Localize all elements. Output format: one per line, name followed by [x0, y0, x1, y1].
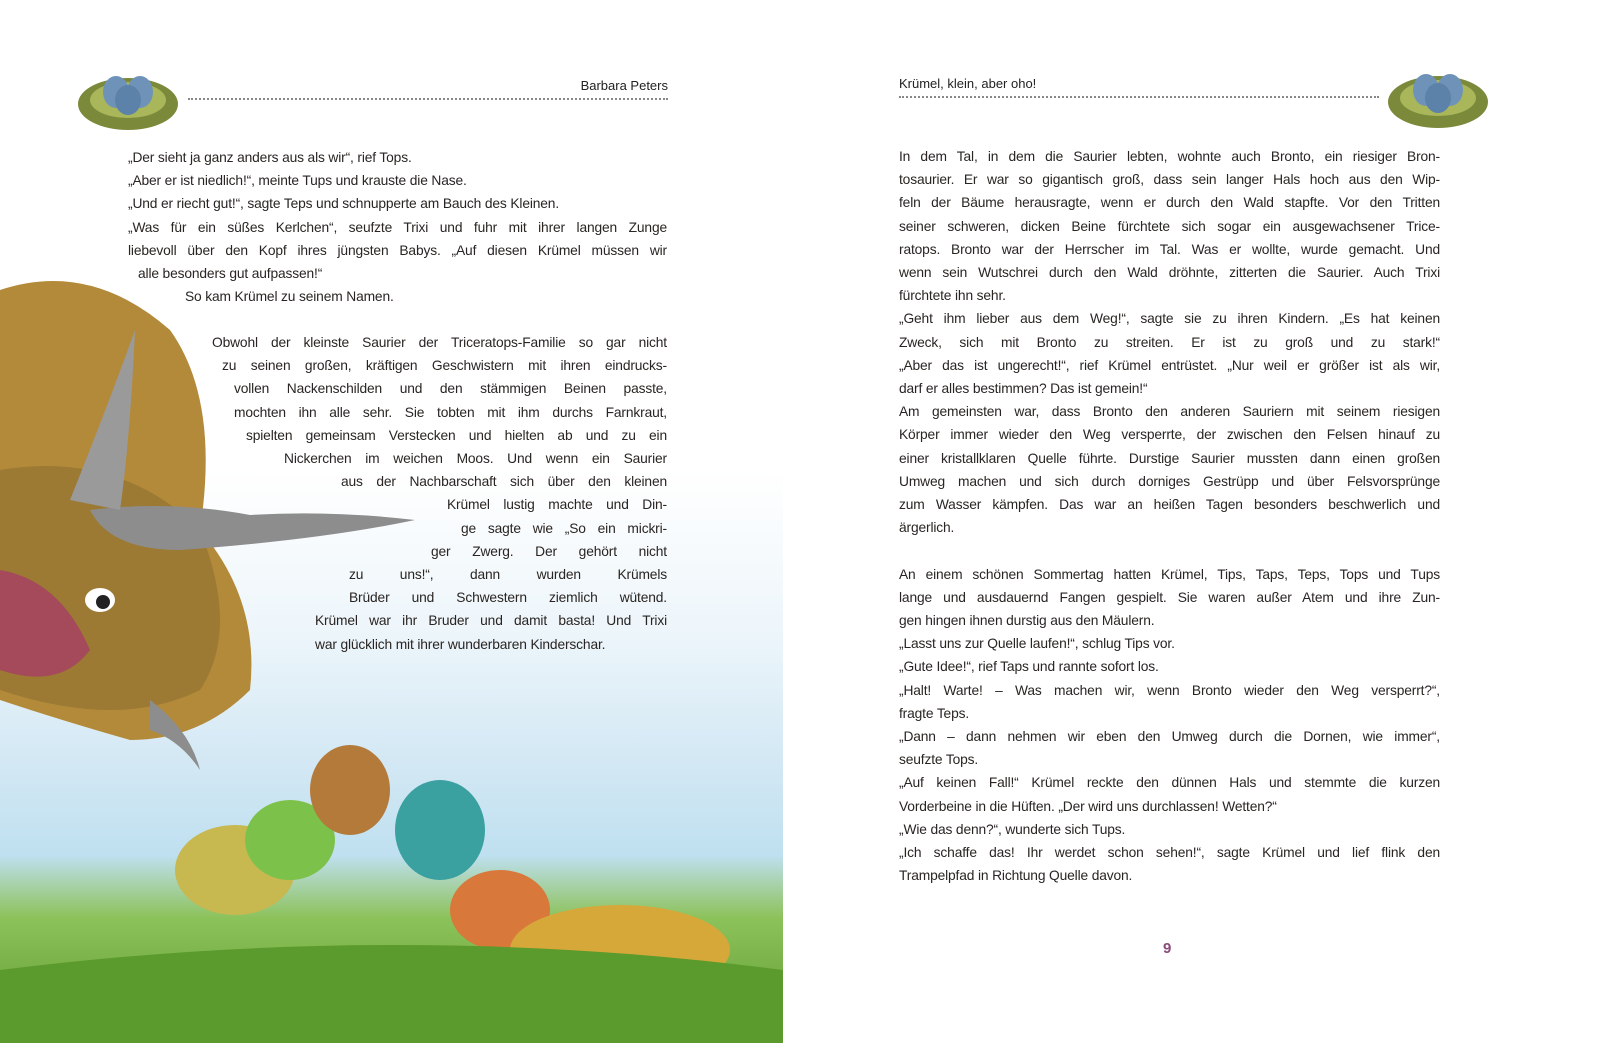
text-line: „Ich schaffe das! Ihr werdet schon sehen!“, sagte Krümel und lief flink den: [899, 845, 1440, 860]
header-divider: [188, 98, 668, 100]
text-line: Vorderbeine in die Hüften. „Der wird uns durchlassen! Wetten?“: [899, 798, 1277, 814]
text-line: alle besonders gut aufpassen!“: [138, 266, 323, 281]
text-line: Nickerchen im weichen Moos. Und wenn ein Saurier: [284, 451, 667, 466]
text-line: „Aber er ist niedlich!“, meinte Tups und krauste die Nase.: [128, 173, 467, 189]
text-line: zum Wasser kämpfen. Das war an heißen Tagen besonders beschwerlich und: [899, 497, 1440, 512]
text-line: „Halt! Warte! – Was machen wir, wenn Bronto wieder den Weg versperrt?“,: [899, 682, 1440, 698]
text-line: ratops. Bronto war der Herrscher im Tal. Was er wollte, wurde gemacht. Und: [899, 241, 1440, 257]
text-line: So kam Krümel zu seinem Namen.: [185, 289, 394, 305]
text-line: liebevoll über den Kopf ihres jüngsten Babys. „Auf diesen Krümel müssen wir: [128, 242, 667, 258]
text-line: „Lasst uns zur Quelle laufen!“, schlug Tips vor.: [899, 636, 1175, 652]
text-line: Obwohl der kleinste Saurier der Triceratops-Familie so gar nicht: [212, 335, 667, 350]
text-line: Zweck, sich mit Bronto zu streiten. Er ist zu groß und zu stark!“: [899, 334, 1440, 350]
text-line: einer kristallklaren Quelle führte. Durstige Saurier mussten dann einen großen: [899, 450, 1440, 466]
text-line: „Geht ihm lieber aus dem Weg!“, sagte sie zu ihren Kindern. „Es hat keinen: [899, 311, 1440, 327]
nest-icon: [78, 62, 178, 132]
text-line: An einem schönen Sommertag hatten Krümel, Tips, Taps, Teps, Tops und Tups: [899, 566, 1440, 582]
text-line: „Dann – dann nehmen wir eben den Umweg durch die Dornen, wie immer“,: [899, 729, 1440, 744]
text-line: „Auf keinen Fall!“ Krümel reckte den dünnen Hals und stemmte die kurzen: [899, 775, 1440, 791]
text-line: „Was für ein süßes Kerlchen“, seufzte Trixi und fuhr mit ihrer langen Zunge: [128, 219, 667, 235]
text-line: Trampelpfad in Richtung Quelle davon.: [899, 868, 1133, 884]
text-line: Umweg machen und sich durch dorniges Gestrüpp und über Felsvorsprünge: [899, 473, 1440, 489]
text-line: „Aber das ist ungerecht!“, rief Krümel entrüstet. „Nur weil er größer ist als wir,: [899, 357, 1440, 373]
text-line: ger Zwerg. Der gehört nicht: [431, 543, 667, 559]
text-line: ge sagte wie „So ein mickri-: [461, 520, 667, 536]
text-line: fragte Teps.: [899, 705, 970, 721]
text-line: Krümel war ihr Bruder und damit basta! Und Trixi: [315, 613, 667, 629]
text-line: „Und er riecht gut!“, sagte Teps und schnupperte am Bauch des Kleinen.: [128, 196, 560, 212]
text-line: zu uns!“, dann wurden Krümels: [349, 567, 667, 582]
running-head: Krümel, klein, aber oho!: [899, 76, 1037, 91]
text-line: „Wie das denn?“, wunderte sich Tups.: [899, 821, 1126, 837]
text-line: Am gemeinsten war, dass Bronto den anderen Sauriern mit seinem riesigen: [899, 404, 1440, 420]
text-line: fürchtete ihn sehr.: [899, 288, 1006, 304]
text-line: wenn sein Wutschrei durch den Wald dröhnte, zitterten die Saurier. Auch Trixi: [899, 265, 1440, 280]
text-line: seiner schweren, dicken Beine fürchtete sich sogar ein ausgewachsener Trice-: [899, 218, 1440, 234]
nest-icon: [1388, 60, 1488, 130]
text-line: zu seinen großen, kräftigen Geschwistern mit ihren eindrucks-: [222, 358, 667, 374]
text-line: darf er alles bestimmen? Das ist gemein!“: [899, 381, 1148, 396]
text-line: Krümel lustig machte und Din-: [447, 497, 667, 513]
text-line: seufzte Tops.: [899, 752, 979, 768]
text-line: mochten ihn alle sehr. Sie tobten mit ihm durchs Farnkraut,: [234, 404, 667, 420]
text-line: „Gute Idee!“, rief Taps und rannte sofort los.: [899, 659, 1159, 675]
text-line: gen hingen ihnen durstig aus den Mäulern.: [899, 613, 1155, 628]
text-line: vollen Nackenschilden und den stämmigen Beinen passte,: [234, 381, 667, 397]
text-line: ärgerlich.: [899, 520, 955, 536]
running-head: Barbara Peters: [580, 78, 668, 93]
page-number: 9: [1163, 940, 1172, 957]
text-line: „Der sieht ja ganz anders aus als wir“, rief Tops.: [128, 150, 412, 165]
left-page: [0, 0, 783, 1043]
text-line: lange und ausdauernd Fangen gespielt. Sie waren außer Atem und ihre Zun-: [899, 589, 1440, 605]
text-line: tosaurier. Er war so gigantisch groß, dass sein langer Hals hoch aus den Wip-: [899, 172, 1440, 188]
right-page: [783, 0, 1598, 1043]
text-line: Körper immer wieder den Weg versperrte, der zwischen den Felsen hinauf zu: [899, 427, 1440, 443]
text-line: aus der Nachbarschaft sich über den kleinen: [341, 474, 667, 490]
header-divider: [899, 96, 1379, 98]
text-line: spielten gemeinsam Verstecken und hielten ab und zu ein: [246, 427, 667, 443]
text-line: feln der Bäume herausragte, wenn er durch den Wald stapfte. Vor den Tritten: [899, 195, 1440, 211]
text-line: war glücklich mit ihrer wunderbaren Kinderschar.: [315, 636, 606, 652]
text-line: Brüder und Schwestern ziemlich wütend.: [349, 590, 667, 606]
text-line: In dem Tal, in dem die Saurier lebten, wohnte auch Bronto, ein riesiger Bron-: [899, 149, 1440, 164]
